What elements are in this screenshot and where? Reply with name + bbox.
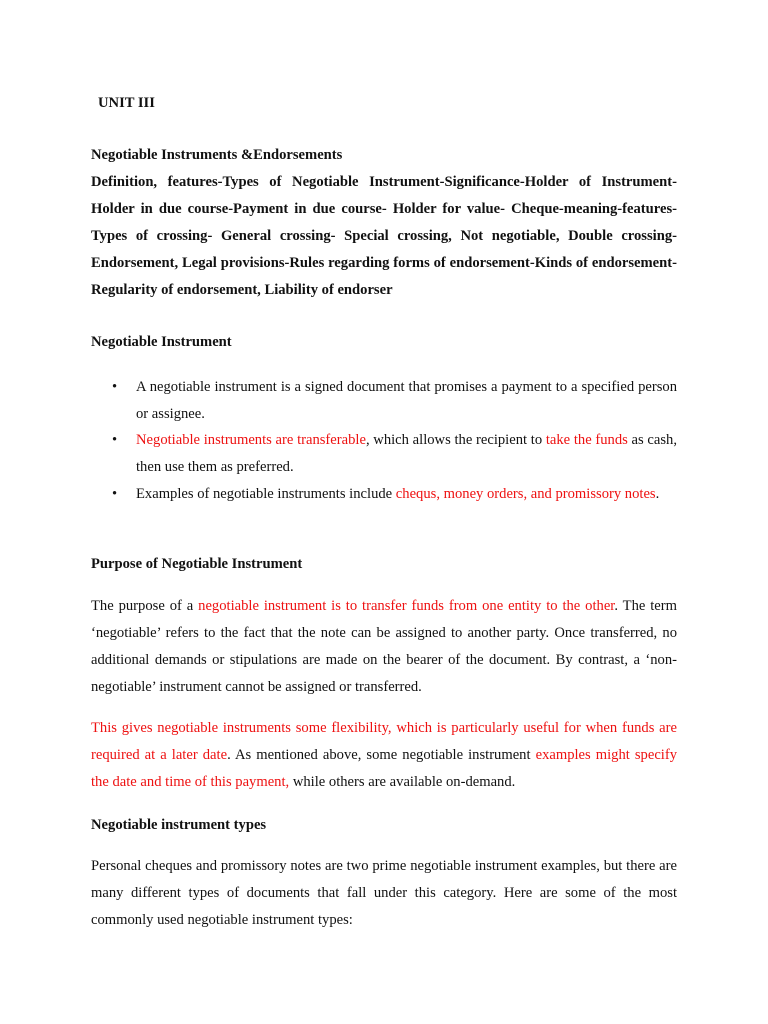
highlighted-text: This gives negotiable instruments some flexibility, which is particularly useful for when funds are required at a later date [91,720,677,763]
list-item [91,374,677,427]
body-text: while others are available on-demand. [289,774,516,790]
body-text: . As mentioned above, some negotiable instrument [227,747,536,763]
bullet-text: A negotiable instrument is a signed document that promises a payment to a specified person or assignee. [136,379,677,422]
bullet-text: . [655,485,660,502]
types-paragraph: Personal cheques and promissory notes are two prime negotiable instrument examples, but there are many different types of documents that fall under this category. Here are some of the most commonly used negotiable instrument types: [91,858,677,928]
bullet-glyph: • [112,432,118,449]
highlighted-text: take the funds [545,432,628,449]
syllabus-heading: Negotiable Instruments &Endorsements [91,147,343,163]
syllabus-topics: Definition, features-Types of Negotiable Instrument-Significance-Holder of Instrument-Holder in due course-Payment in due course- Holder for value- Cheque-meaning-features-Types of crossing- General crossing- Special crossing, Not negotiable, Double crossing-Endorsement, Legal provisions-Rules regarding forms of endorsement-Kinds of endorsement- Regularity of endorsement, Liability of endorser [91,174,677,298]
negotiable-instrument-bullet-list [91,374,677,508]
highlighted-text: examples might specify the date and time of this payment, [91,747,678,790]
unit-title: UNIT III [98,95,155,111]
bullet-glyph: • [112,379,118,395]
heading-purpose: Purpose of Negotiable Instrument [91,556,303,572]
highlighted-text: chequs, money orders, and promissory notes [395,485,656,502]
body-text: . The term ‘negotiable’ refers to the fact that the note can be assigned to another party. Once transferred, no additional demands or stipulations are made on the bearer of the document. By contrast, a ‘non-negotiable’ instrument cannot be assigned or transferred. [91,598,677,695]
bullet-text: as cash, then use them as preferred. [136,432,677,476]
bullet-glyph: • [112,485,118,502]
bullet-text: , which allows the recipient to [365,432,546,449]
heading-negotiable-instrument: Negotiable Instrument [91,334,232,350]
highlighted-text: Negotiable instruments are transferable [136,432,366,449]
list-item [91,427,677,480]
body-text: The purpose of a [91,598,199,614]
list-item [91,481,677,508]
bullet-text: Examples of negotiable instruments include [136,485,396,502]
highlighted-text: negotiable instrument is to transfer funds from one entity to the other [198,598,615,614]
heading-instrument-types: Negotiable instrument types [91,817,267,833]
purpose-paragraph-2 [91,715,677,796]
purpose-paragraph-1 [91,593,677,701]
